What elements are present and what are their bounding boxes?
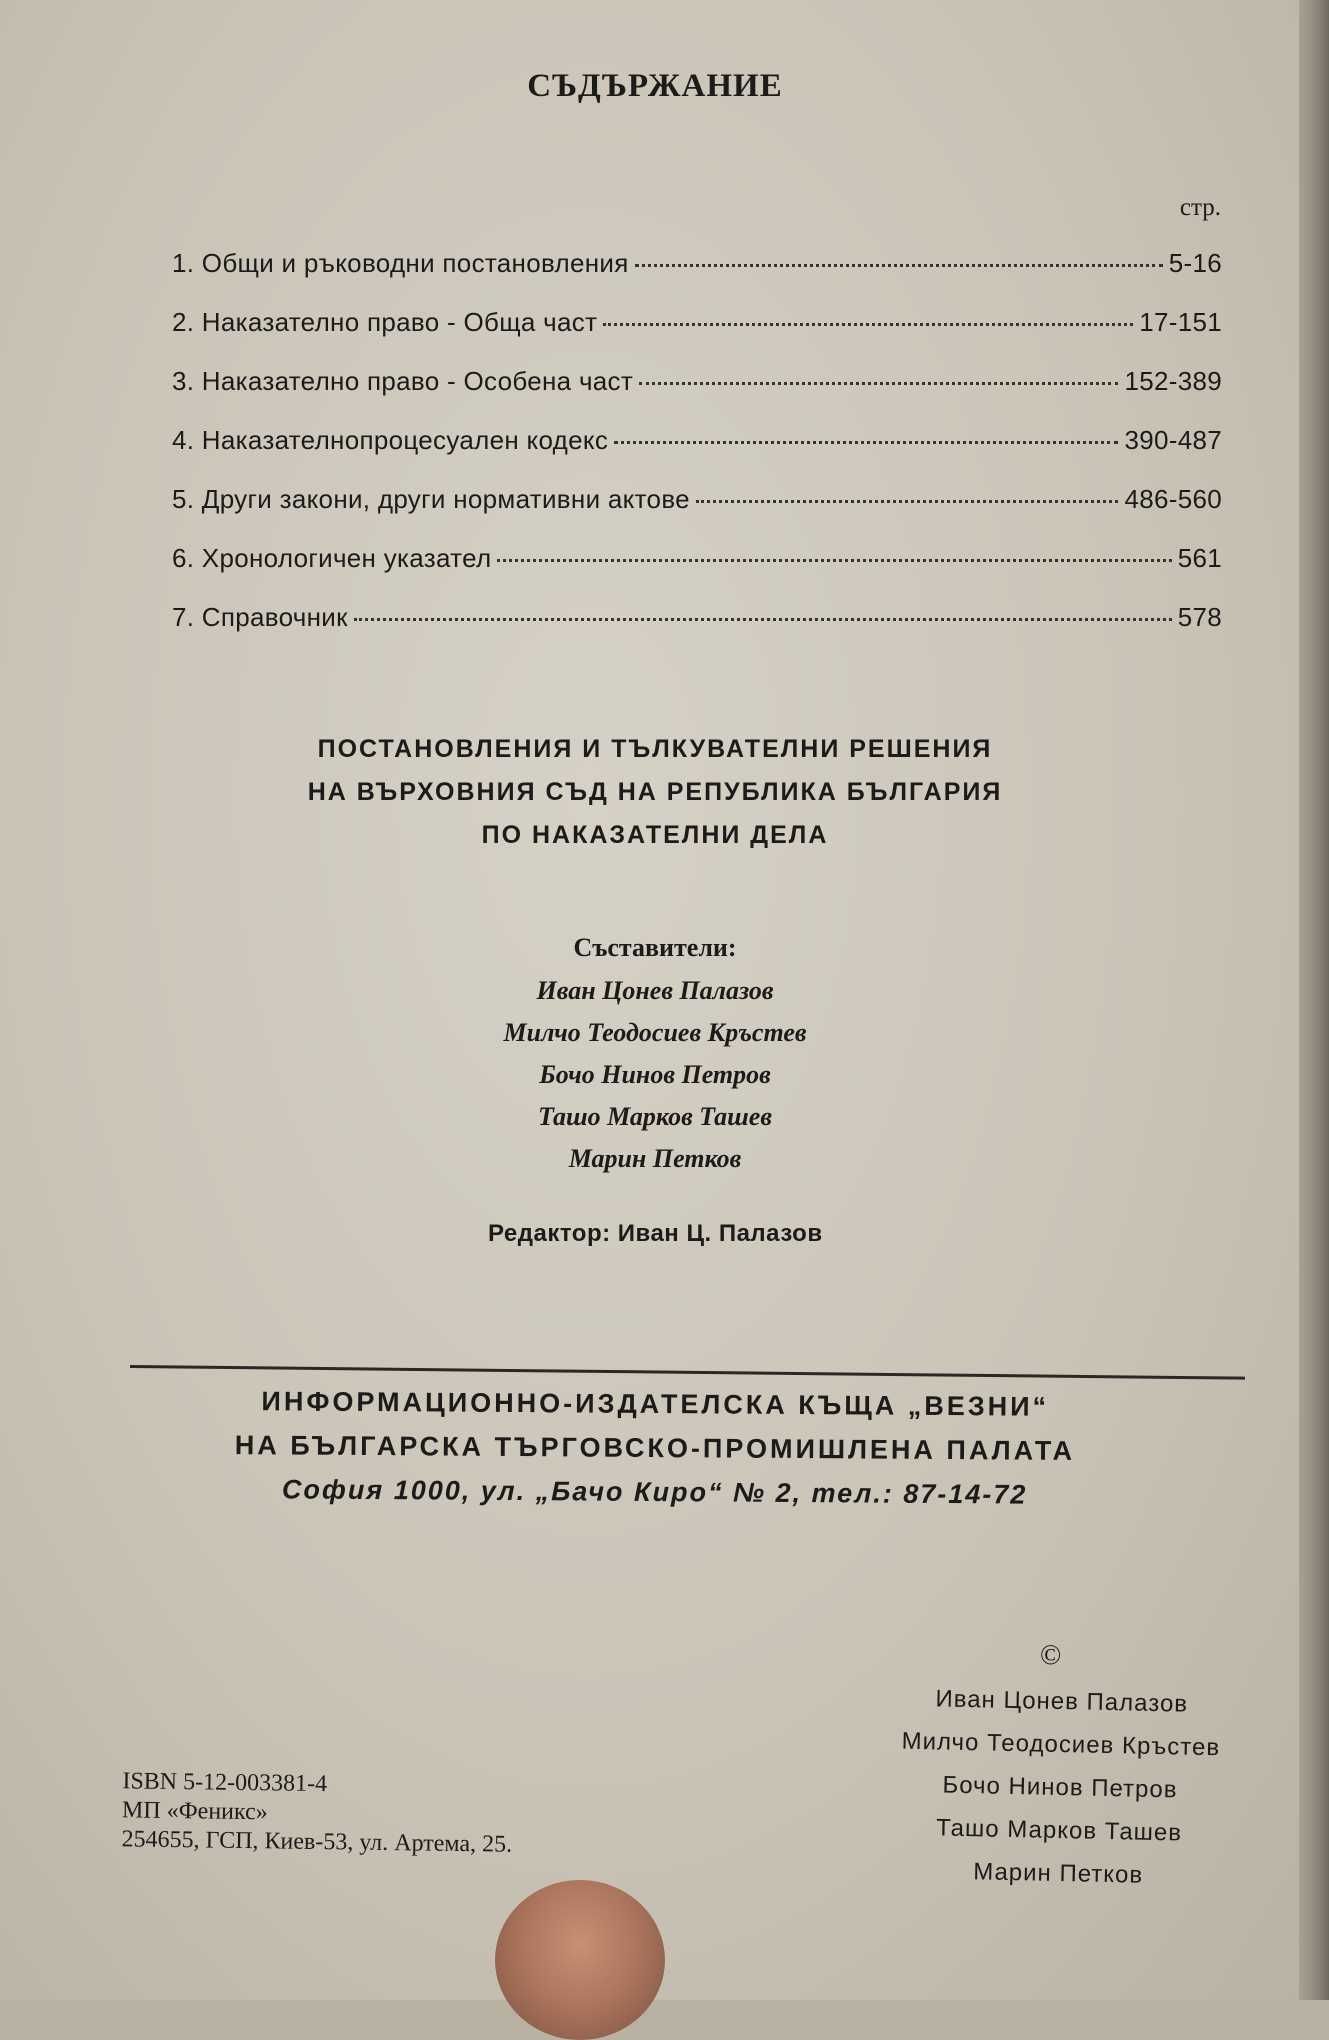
toc-entry xyxy=(172,543,1222,602)
toc-entry-label: 7. Справочник xyxy=(172,602,348,632)
toc-entry-label: 6. Хронологичен указател xyxy=(172,543,492,573)
compilers-label: Съставители: xyxy=(573,933,737,962)
compiler-name: Ташо Марков Ташев xyxy=(538,1102,772,1131)
imprint-block xyxy=(121,1767,513,1859)
publisher-line: ИНФОРМАЦИОННО-ИЗДАТЕЛСКА КЪЩА „ВЕЗНИ“ xyxy=(261,1386,1050,1422)
copyright-owner: Бочо Нинов Петров xyxy=(942,1771,1178,1804)
toc-entry xyxy=(172,602,1222,661)
isbn: ISBN 5-12-003381-4 xyxy=(122,1768,328,1798)
dot-leader xyxy=(639,382,1118,385)
publisher-block xyxy=(0,1377,1310,1518)
dot-leader xyxy=(696,500,1119,503)
publisher-address: София 1000, ул. „Бачо Киро“ № 2, тел.: 87-14-72 xyxy=(281,1474,1028,1510)
editor-line: Редактор: Иван Ц. Палазов xyxy=(488,1220,823,1247)
copyright-owners xyxy=(848,1676,1272,1900)
toc-entry xyxy=(172,366,1222,425)
copyright-owner: Ташо Марков Ташев xyxy=(935,1814,1183,1847)
toc-entry-label: 2. Наказателно право - Обща част xyxy=(172,307,598,337)
dot-leader xyxy=(354,618,1172,621)
toc-entry-pages: 578 xyxy=(1177,602,1222,632)
compiler-name: Иван Цонев Палазов xyxy=(536,976,774,1005)
toc-entry-label: 3. Наказателно право - Особена част xyxy=(172,366,634,396)
toc-entry-pages: 17-151 xyxy=(1139,307,1222,337)
table-of-contents xyxy=(172,248,1222,661)
dot-leader xyxy=(497,559,1171,562)
printer-address: 254655, ГСП, Киев-53, ул. Артема, 25. xyxy=(121,1826,513,1858)
contents-title: СЪДЪРЖАНИЕ xyxy=(527,68,783,104)
compiler-name: Бочо Нинов Петров xyxy=(539,1060,771,1089)
toc-entry-pages: 486-560 xyxy=(1124,484,1222,514)
toc-entry xyxy=(172,248,1222,307)
book-heading-line: НА ВЪРХОВНИЯ СЪД НА РЕПУБЛИКА БЪЛГАРИЯ xyxy=(307,778,1003,806)
thumb-finger xyxy=(495,1880,665,2040)
copyright-icon: © xyxy=(1040,1640,1062,1671)
book-heading-line: ПОСТАНОВЛЕНИЯ И ТЪЛКУВАТЕЛНИ РЕШЕНИЯ xyxy=(317,735,993,763)
printer: МП «Феникс» xyxy=(121,1797,268,1826)
dot-leader xyxy=(635,264,1163,267)
compiler-name: Марин Петков xyxy=(568,1144,742,1173)
book-heading-line: ПО НАКАЗАТЕЛНИ ДЕЛА xyxy=(481,821,829,849)
page-column-label: стр. xyxy=(1179,194,1221,221)
compilers-list xyxy=(0,970,1310,1180)
toc-entry xyxy=(172,425,1222,484)
dot-leader xyxy=(603,323,1133,326)
toc-entry-label: 5. Други закони, други нормативни актове xyxy=(172,484,690,514)
compiler-name: Милчо Теодосиев Кръстев xyxy=(503,1018,807,1047)
toc-entry xyxy=(172,484,1222,543)
book-heading xyxy=(0,728,1310,857)
toc-entry-label: 1. Общи и ръководни постановления xyxy=(172,248,629,278)
publisher-line: НА БЪЛГАРСКА ТЪРГОВСКО-ПРОМИШЛЕНА ПАЛАТА xyxy=(234,1430,1076,1466)
copyright-owner: Иван Цонев Палазов xyxy=(935,1685,1189,1718)
dot-leader xyxy=(614,441,1118,444)
copyright-owner: Милчо Теодосиев Кръстев xyxy=(901,1727,1221,1762)
toc-entry-pages: 390-487 xyxy=(1124,425,1222,455)
toc-entry-pages: 561 xyxy=(1177,543,1222,573)
toc-entry-pages: 5-16 xyxy=(1168,248,1222,278)
toc-entry-label: 4. Наказателнопроцесуален кодекс xyxy=(172,425,609,455)
copyright-owner: Марин Петков xyxy=(972,1858,1144,1889)
toc-entry xyxy=(172,307,1222,366)
toc-entry-pages: 152-389 xyxy=(1124,366,1222,396)
